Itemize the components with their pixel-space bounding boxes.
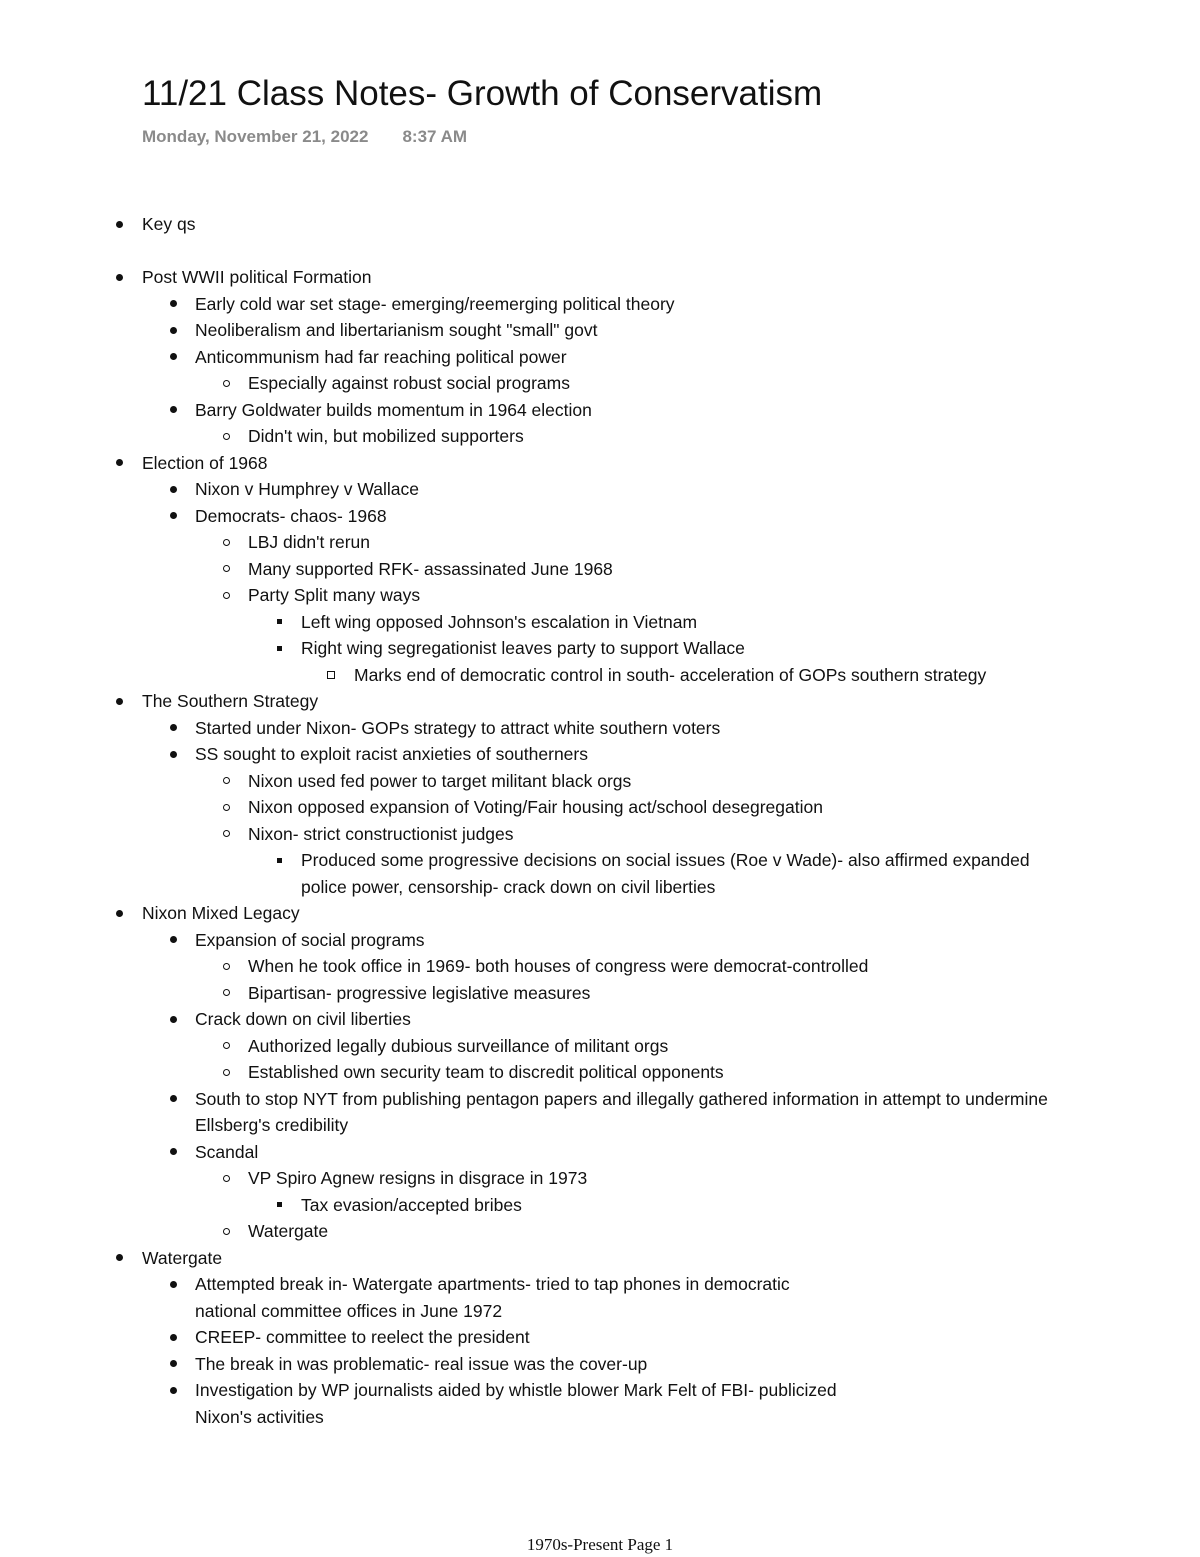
outline-item [0,927,1200,954]
outline-item-text: LBJ didn't rerun [248,532,371,552]
outline-item-text: Left wing opposed Johnson's escalation in Vietnam [301,611,698,632]
outline-item-text: Party Split many ways [248,585,421,605]
circle-bullet-icon [219,794,233,821]
outline-item-text: Watergate [248,1221,329,1241]
outline-item-text: Neoliberalism and libertarianism sought "small" govt [195,320,598,340]
outline-item [0,211,1200,238]
disc-bullet-icon [166,1006,180,1033]
square-bullet-icon [272,635,286,662]
outline-item [0,450,1200,477]
outline-item [0,556,1200,583]
circle-bullet-icon [219,370,233,397]
disc-bullet-icon [166,397,180,424]
square-bullet-icon [272,609,286,636]
circle-bullet-icon [219,1218,233,1245]
outline-item [0,423,1200,450]
outline-item [0,582,1200,609]
outline-item-text: Attempted break in- Watergate apartments- tried to tap phones in democratic national committee offices in June 1972 [195,1274,790,1321]
outline-item [0,1271,1200,1324]
outline-item-text: The break in was problematic- real issue was the cover-up [195,1353,648,1374]
outline-item-text: Scandal [195,1141,259,1162]
outline-item [0,715,1200,742]
outline-item [0,1059,1200,1086]
outline-item [0,953,1200,980]
outline-item [0,1033,1200,1060]
disc-bullet-icon [166,927,180,954]
outline-item [0,1324,1200,1351]
hollow-square-bullet-icon [324,662,338,689]
outline-item [0,291,1200,318]
outline-item [0,741,1200,768]
outline-item [0,980,1200,1007]
outline-item-text: Key qs [142,214,196,234]
circle-bullet-icon [219,582,233,609]
outline-item [0,900,1200,927]
notes-outline [0,211,1200,1430]
outline-item [0,1245,1200,1272]
outline-item-text: Nixon- strict constructionist judges [248,823,514,844]
square-bullet-icon [272,847,286,874]
outline-item-text: Authorized legally dubious surveillance of militant orgs [248,1035,669,1056]
outline-item-text: Watergate [142,1247,223,1268]
outline-item-text: Democrats- chaos- 1968 [195,505,387,526]
outline-item [0,370,1200,397]
circle-bullet-icon [219,556,233,583]
outline-item [0,794,1200,821]
page-footer: 1970s-Present Page 1 [526,1535,674,1554]
circle-bullet-icon [219,1033,233,1060]
outline-item [0,529,1200,556]
outline-item [0,662,1200,689]
disc-bullet-icon [166,1351,180,1378]
note-time: 8:37 AM [402,127,468,146]
disc-bullet-icon [112,211,126,238]
outline-item-text: Nixon used fed power to target militant black orgs [248,770,632,791]
page-title: 11/21 Class Notes- Growth of Conservatism [142,74,823,113]
outline-item-text: South to stop NYT from publishing pentagon papers and illegally gathered information in attempt to undermine Ellsberg's credibility [195,1088,1048,1135]
outline-item [0,821,1200,848]
outline-item [0,317,1200,344]
disc-bullet-icon [112,1245,126,1272]
outline-item [0,1218,1200,1245]
outline-item-text: When he took office in 1969- both houses of congress were democrat-controlled [248,956,869,976]
disc-bullet-icon [166,1139,180,1166]
circle-bullet-icon [219,423,233,450]
disc-bullet-icon [112,900,126,927]
outline-item-text: Election of 1968 [142,452,268,473]
outline-item [0,635,1200,662]
outline-item-text: Investigation by WP journalists aided by whistle blower Mark Felt of FBI- publicized Nixon's activities [195,1380,837,1427]
disc-bullet-icon [166,317,180,344]
outline-item-text: Produced some progressive decisions on social issues (Roe v Wade)- also affirmed expanded police power, censorship- crack down on civil liberties [301,850,1030,897]
outline-item-text: Nixon Mixed Legacy [142,903,300,923]
outline-item-text: Tax evasion/accepted bribes [301,1194,522,1215]
outline-item-text: CREEP- committee to reelect the president [195,1327,530,1347]
outline-item-text: VP Spiro Agnew resigns in disgrace in 1973 [248,1168,588,1188]
disc-bullet-icon [166,715,180,742]
outline-item [0,1351,1200,1378]
disc-bullet-icon [166,1271,180,1298]
outline-item [0,609,1200,636]
outline-item [0,768,1200,795]
outline-item-text: Anticommunism had far reaching political power [195,346,567,367]
outline-item-text: Crack down on civil liberties [195,1009,411,1029]
outline-item-text: SS sought to exploit racist anxieties of southerners [195,744,588,764]
disc-bullet-icon [166,1324,180,1351]
outline-item [0,847,1200,900]
outline-item [0,1377,1200,1430]
note-date: Monday, November 21, 2022 [142,127,369,146]
outline-item [0,476,1200,503]
outline-item-text: The Southern Strategy [142,691,319,711]
circle-bullet-icon [219,1165,233,1192]
disc-bullet-icon [166,1377,180,1404]
outline-item [0,1086,1200,1139]
disc-bullet-icon [112,688,126,715]
outline-item-text: Right wing segregationist leaves party to support Wallace [301,638,745,658]
outline-item-text: Bipartisan- progressive legislative measures [248,982,591,1003]
square-bullet-icon [272,1192,286,1219]
outline-item-text: Didn't win, but mobilized supporters [248,426,524,446]
circle-bullet-icon [219,821,233,848]
outline-item [0,688,1200,715]
circle-bullet-icon [219,953,233,980]
disc-bullet-icon [112,264,126,291]
outline-item [0,344,1200,371]
disc-bullet-icon [166,1086,180,1113]
outline-item-text: Many supported RFK- assassinated June 1968 [248,558,613,579]
outline-item [0,503,1200,530]
disc-bullet-icon [166,291,180,318]
outline-item [0,264,1200,291]
disc-bullet-icon [166,476,180,503]
circle-bullet-icon [219,529,233,556]
circle-bullet-icon [219,980,233,1007]
outline-item-text: Post WWII political Formation [142,267,372,287]
circle-bullet-icon [219,1059,233,1086]
disc-bullet-icon [112,450,126,477]
outline-item [0,1165,1200,1192]
disc-bullet-icon [166,741,180,768]
outline-item-text: Especially against robust social programs [248,373,570,393]
disc-bullet-icon [166,503,180,530]
note-timestamp [142,127,467,147]
outline-item-text: Established own security team to discredit political opponents [248,1062,724,1082]
outline-item-text: Expansion of social programs [195,929,425,950]
outline-item [0,1192,1200,1219]
outline-item-text: Started under Nixon- GOPs strategy to attract white southern voters [195,717,721,738]
circle-bullet-icon [219,768,233,795]
outline-item-text: Nixon opposed expansion of Voting/Fair housing act/school desegregation [248,797,823,817]
outline-item-text: Barry Goldwater builds momentum in 1964 election [195,399,592,420]
outline-item [0,1006,1200,1033]
outline-item [0,397,1200,424]
outline-item-text: Marks end of democratic control in south- acceleration of GOPs southern strategy [354,664,987,685]
outline-item-text: Early cold war set stage- emerging/reemerging political theory [195,293,675,314]
outline-item [0,1139,1200,1166]
disc-bullet-icon [166,344,180,371]
outline-item-text: Nixon v Humphrey v Wallace [195,479,420,499]
